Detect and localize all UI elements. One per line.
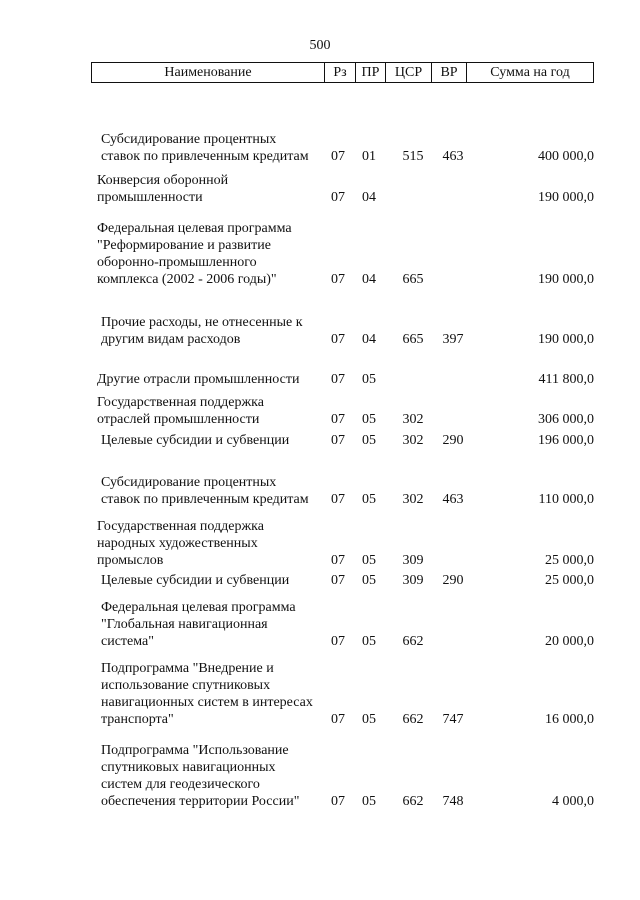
row-pr: 04 — [362, 272, 376, 287]
row-rz: 07 — [331, 412, 345, 427]
row-pr: 05 — [362, 794, 376, 809]
row-name-line: Другие отрасли промышленности — [97, 372, 300, 387]
row-name-line: Целевые субсидии и субвенции — [101, 573, 290, 588]
row-pr: 01 — [362, 149, 376, 164]
row-csr: 302 — [402, 412, 424, 427]
row-sum: 110 000,0 — [538, 492, 594, 507]
header-rz: Рз — [325, 63, 356, 82]
row-name-line: Подпрограмма "Внедрение и — [101, 661, 274, 676]
row-rz: 07 — [331, 332, 345, 347]
row-name-line: промыслов — [97, 553, 164, 568]
row-name-line: другим видам расходов — [101, 332, 241, 347]
row-rz: 07 — [331, 634, 345, 649]
row-csr: 662 — [402, 712, 424, 727]
row-name-line: транспорта" — [101, 712, 174, 727]
header-sum: Сумма на год — [490, 64, 570, 80]
row-name-line: ставок по привлеченным кредитам — [101, 149, 309, 164]
row-name — [91, 474, 341, 508]
row-sum: 25 000,0 — [545, 573, 594, 588]
row-pr: 05 — [362, 412, 376, 427]
row-csr: 302 — [402, 492, 424, 507]
header-vr: ВР — [432, 63, 467, 82]
row-vr: 747 — [442, 712, 464, 727]
row-rz: 07 — [331, 190, 345, 205]
row-sum: 196 000,0 — [538, 433, 594, 448]
table-header — [91, 62, 594, 83]
row-name — [91, 599, 341, 650]
row-rz: 07 — [331, 372, 345, 387]
row-name-line: Федеральная целевая программа — [97, 221, 292, 236]
row-rz: 07 — [331, 553, 345, 568]
row-sum: 20 000,0 — [545, 634, 594, 649]
row-csr: 515 — [402, 149, 424, 164]
row-pr: 05 — [362, 492, 376, 507]
row-name-line: оборонно-промышленного — [97, 255, 257, 270]
row-vr: 290 — [442, 573, 464, 588]
row-name-line: комплекса (2002 - 2006 годы)" — [97, 272, 277, 287]
page-number: 500 — [309, 38, 331, 53]
row-sum: 411 800,0 — [538, 372, 594, 387]
row-csr: 302 — [402, 433, 424, 448]
row-sum: 16 000,0 — [545, 712, 594, 727]
row-csr: 665 — [402, 272, 424, 287]
row-name — [91, 572, 341, 589]
row-name — [91, 394, 337, 428]
row-name — [91, 742, 341, 810]
row-pr: 04 — [362, 190, 376, 205]
row-pr: 05 — [362, 712, 376, 727]
row-name-line: навигационных систем в интересах — [101, 695, 313, 710]
row-name-line: обеспечения территории России" — [101, 794, 300, 809]
row-sum: 25 000,0 — [545, 553, 594, 568]
header-csr: ЦСР — [386, 63, 432, 82]
row-pr: 05 — [362, 573, 376, 588]
row-name — [91, 131, 341, 165]
row-vr: 397 — [442, 332, 464, 347]
row-rz: 07 — [331, 433, 345, 448]
row-sum: 400 000,0 — [538, 149, 594, 164]
row-name-line: Государственная поддержка — [97, 395, 264, 410]
row-name-line: промышленности — [97, 190, 203, 205]
row-sum: 306 000,0 — [538, 412, 594, 427]
row-csr: 662 — [402, 634, 424, 649]
header-name: Наименование — [92, 63, 325, 82]
row-name — [91, 314, 341, 348]
row-name — [91, 172, 337, 206]
row-name — [91, 220, 337, 288]
row-name-line: "Реформирование и развитие — [97, 238, 271, 253]
row-name-line: Государственная поддержка — [97, 519, 264, 534]
row-name-line: отраслей промышленности — [97, 412, 260, 427]
row-sum: 4 000,0 — [552, 794, 594, 809]
row-sum: 190 000,0 — [538, 272, 594, 287]
row-vr: 463 — [442, 492, 464, 507]
row-rz: 07 — [331, 794, 345, 809]
row-sum: 190 000,0 — [538, 190, 594, 205]
row-rz: 07 — [331, 272, 345, 287]
row-pr: 05 — [362, 433, 376, 448]
row-rz: 07 — [331, 712, 345, 727]
row-rz: 07 — [331, 149, 345, 164]
row-name-line: "Глобальная навигационная — [101, 617, 268, 632]
row-name — [91, 371, 337, 388]
row-vr: 748 — [442, 794, 464, 809]
row-name-line: народных художественных — [97, 536, 258, 551]
row-name-line: Федеральная целевая программа — [101, 600, 296, 615]
row-name-line: Целевые субсидии и субвенции — [101, 433, 290, 448]
row-name-line: Конверсия оборонной — [97, 173, 229, 188]
row-vr: 290 — [442, 433, 464, 448]
row-pr: 05 — [362, 372, 376, 387]
row-name-line: Подпрограмма "Использование — [101, 743, 289, 758]
row-name-line: Субсидирование процентных — [101, 132, 277, 147]
row-name-line: Прочие расходы, не отнесенные к — [101, 315, 303, 330]
row-rz: 07 — [331, 492, 345, 507]
row-name-line: спутниковых навигационных — [101, 760, 276, 775]
row-name — [91, 660, 341, 728]
row-csr: 665 — [402, 332, 424, 347]
row-rz: 07 — [331, 573, 345, 588]
header-pr: ПР — [356, 63, 386, 82]
row-name — [91, 518, 337, 569]
row-name-line: использование спутниковых — [101, 678, 271, 693]
row-pr: 05 — [362, 553, 376, 568]
row-sum: 190 000,0 — [538, 332, 594, 347]
row-vr: 463 — [442, 149, 464, 164]
row-name-line: система" — [101, 634, 154, 649]
row-name-line: систем для геодезического — [101, 777, 260, 792]
row-csr: 309 — [402, 573, 424, 588]
row-name-line: ставок по привлеченным кредитам — [101, 492, 309, 507]
row-name — [91, 432, 341, 449]
row-name-line: Субсидирование процентных — [101, 475, 277, 490]
row-pr: 05 — [362, 634, 376, 649]
row-csr: 309 — [402, 553, 424, 568]
row-csr: 662 — [402, 794, 424, 809]
row-pr: 04 — [362, 332, 376, 347]
